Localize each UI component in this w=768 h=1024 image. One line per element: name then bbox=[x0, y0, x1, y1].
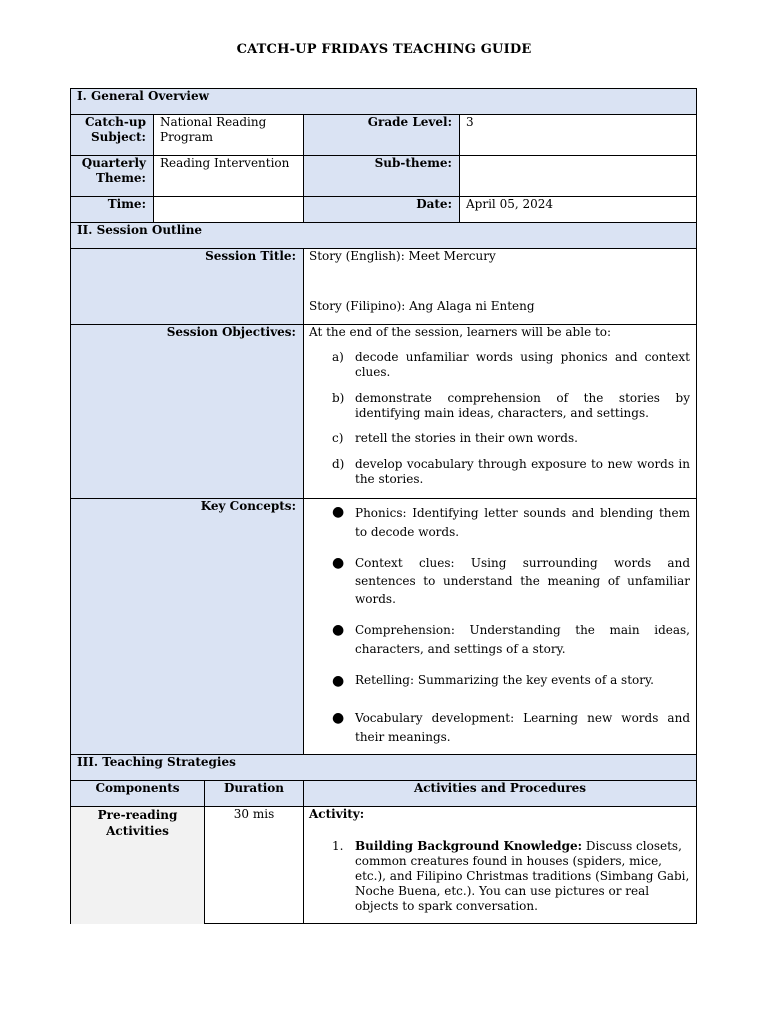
session-objectives-label: Session Objectives: bbox=[166, 325, 296, 339]
objective-marker: c) bbox=[332, 431, 344, 445]
quarterly-theme-label: Quarterly Theme: bbox=[81, 156, 146, 185]
col-divider bbox=[153, 114, 154, 223]
key-concept-item: Comprehension: Understanding the main ideas, characters, and settings of a story. bbox=[355, 623, 690, 656]
objective-text: decode unfamiliar words using phonics and context clues. bbox=[355, 350, 690, 379]
bullet-icon: ● bbox=[332, 504, 345, 520]
date-label: Date: bbox=[416, 197, 452, 211]
objective-marker: a) bbox=[332, 350, 344, 364]
grade-level-label: Grade Level: bbox=[367, 115, 452, 129]
sub-theme-label: Sub-theme: bbox=[374, 156, 452, 170]
key-concept-item: Retelling: Summarizing the key events of a story. bbox=[355, 673, 654, 687]
key-concepts-label: Key Concepts: bbox=[200, 499, 296, 513]
label-fill bbox=[71, 499, 303, 754]
col-divider bbox=[303, 248, 304, 755]
key-concept-item: Vocabulary development: Learning new words and their meanings. bbox=[355, 711, 690, 744]
objective-text: develop vocabulary through exposure to new words in the stories. bbox=[355, 457, 690, 486]
section-heading-teaching-strategies: III. Teaching Strategies bbox=[77, 755, 236, 769]
component-pre-reading: Pre-reading Activities bbox=[97, 808, 178, 838]
objective-marker: b) bbox=[332, 391, 345, 405]
activity-item bbox=[355, 839, 690, 914]
teaching-guide-table bbox=[70, 88, 697, 924]
activity-item-heading: Building Background Knowledge: bbox=[355, 839, 583, 853]
date-value: April 05, 2024 bbox=[466, 197, 554, 211]
catch-up-subject-label: Catch-up Subject: bbox=[85, 115, 146, 144]
column-header-duration: Duration bbox=[223, 781, 285, 795]
col-divider bbox=[459, 114, 460, 223]
objective-marker: d) bbox=[332, 457, 345, 471]
key-concept-item: Context clues: Using surrounding words and sentences to understand the meaning of unfamiliar words. bbox=[355, 556, 690, 606]
column-header-components: Components bbox=[95, 781, 180, 795]
col-divider bbox=[303, 114, 304, 223]
duration-value: 30 mis bbox=[233, 807, 275, 821]
document-title: CATCH-UP FRIDAYS TEACHING GUIDE bbox=[236, 42, 532, 57]
session-title-label: Session Title: bbox=[205, 249, 296, 263]
quarterly-theme-value: Reading Intervention bbox=[160, 156, 290, 170]
bullet-icon: ● bbox=[332, 673, 345, 689]
section-heading-session-outline: II. Session Outline bbox=[77, 223, 203, 237]
bullet-icon: ● bbox=[332, 622, 345, 638]
story-english: Story (English): Meet Mercury bbox=[309, 249, 496, 263]
bullet-icon: ● bbox=[332, 710, 345, 726]
key-concept-item: Phonics: Identifying letter sounds and blending them to decode words. bbox=[355, 506, 690, 539]
col-divider bbox=[303, 780, 304, 924]
activity-number: 1. bbox=[332, 839, 344, 853]
objective-text: demonstrate comprehension of the stories by identifying main ideas, characters, and settings. bbox=[355, 391, 690, 420]
activity-item-text: Discuss closets, common creatures found in houses (spiders, mice, etc.), and Filipino Christmas traditions (Simbang Gabi, Noche Buena, etc.). You can use pictures or real objects to spark conversation. bbox=[355, 839, 690, 913]
bullet-icon: ● bbox=[332, 555, 345, 571]
grade-level-value: 3 bbox=[466, 115, 474, 129]
story-filipino: Story (Filipino): Ang Alaga ni Enteng bbox=[309, 299, 535, 313]
objectives-intro: At the end of the session, learners will be able to: bbox=[309, 325, 612, 339]
column-header-activities: Activities and Procedures bbox=[413, 781, 587, 795]
activity-label: Activity: bbox=[309, 807, 365, 821]
label-fill bbox=[71, 325, 303, 498]
col-divider bbox=[204, 780, 205, 924]
objective-text: retell the stories in their own words. bbox=[355, 431, 578, 445]
time-label: Time: bbox=[107, 197, 146, 211]
section-heading-general-overview: I. General Overview bbox=[77, 89, 209, 103]
catch-up-subject-value: National Reading Program bbox=[160, 115, 267, 144]
